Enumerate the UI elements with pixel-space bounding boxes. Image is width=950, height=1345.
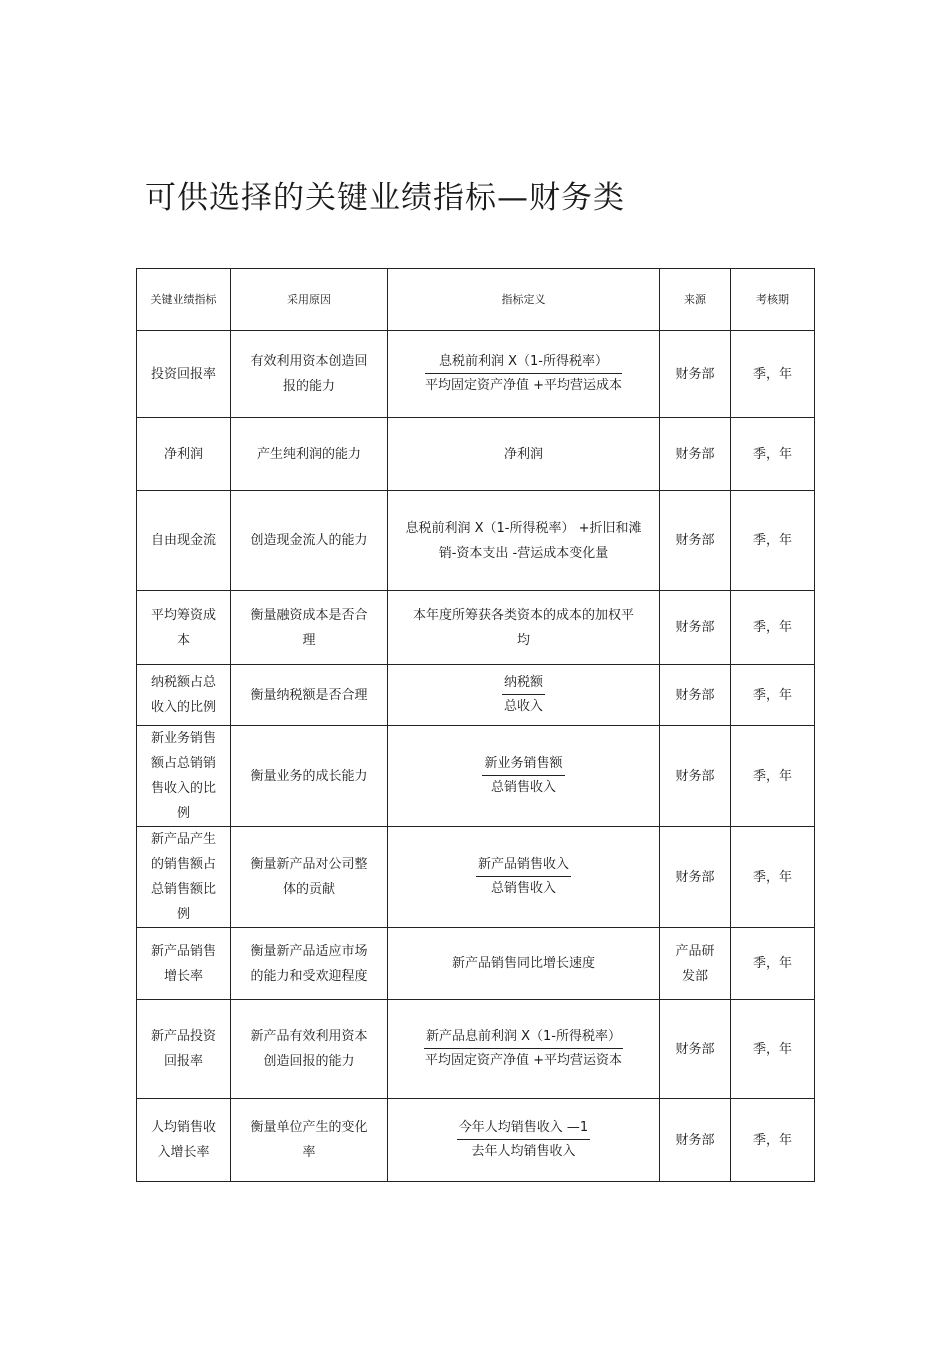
source-cell [660,827,731,928]
kpi-name-cell-line: 新业务销售 [150,731,216,746]
fraction-numerator: 纳税额 [502,672,545,695]
fraction-numerator: 新产品销售收入 [476,854,571,877]
kpi-name-cell-line: 人均销售收 [150,1120,216,1135]
fraction-denominator: 去年人均销售收入 [471,1143,576,1159]
table-row [137,1000,815,1099]
kpi-name-cell-line: 平均筹资成 [150,607,216,623]
kpi-name-cell [137,491,231,591]
fraction [476,854,571,901]
reason-cell-line: 衡量单位产生的变化 [250,1120,368,1135]
fraction-numerator: 今年人均销售收入 —1 [457,1117,590,1140]
table-row [137,591,815,665]
kpi-name-cell-line: 例 [176,806,190,821]
period-cell: 季，年 [731,591,815,665]
table-row [137,418,815,491]
source-cell [660,591,731,665]
reason-cell [231,726,388,827]
fraction-numerator: 新业务销售额 [482,753,564,776]
kpi-name-cell [137,726,231,827]
definition-cell-line: 销-资本支出 -营运成本变化量 [438,545,609,561]
header-kpi: 关键业绩指标 [137,269,231,331]
source-cell [660,1099,731,1182]
reason-cell [231,928,388,1000]
kpi-name-cell-line: 自由现金流 [150,533,216,548]
reason-cell-line: 有效利用资本创造回 [250,354,368,369]
source-cell [660,928,731,1000]
kpi-name-cell-line: 纳税额占总 [150,675,216,690]
source-cell [660,491,731,591]
definition-cell-line: 本年度所筹获各类资本的成本的加权平 [412,607,634,623]
kpi-name-cell-line: 例 [176,907,190,922]
kpi-name-cell [137,418,231,491]
fraction-denominator: 平均固定资产净值 +平均营运资本 [424,1052,622,1068]
source-cell-line: 财务部 [675,1041,715,1057]
header-reason: 采用原因 [231,269,388,331]
source-cell-line: 发部 [681,968,708,984]
definition-cell [388,928,660,1000]
period-cell: 季，年 [731,418,815,491]
fraction [424,1026,623,1073]
source-cell-line: 财务部 [675,1132,715,1148]
period-cell: 季，年 [731,928,815,1000]
fraction-numerator: 新产品息前利润 X（1-所得税率） [424,1026,623,1049]
reason-cell-line: 创造现金流人的能力 [250,533,368,548]
kpi-name-cell [137,591,231,665]
fraction-denominator: 总销售收入 [490,779,556,795]
reason-cell-line: 衡量纳税额是否合理 [250,687,368,703]
source-cell [660,1000,731,1099]
reason-cell [231,491,388,591]
definition-cell [388,1000,660,1099]
fraction [482,753,564,800]
reason-cell-line: 衡量业务的成长能力 [250,768,368,784]
reason-cell [231,591,388,665]
source-cell [660,418,731,491]
fraction [457,1117,590,1164]
reason-cell-line: 新产品有效利用资本 [250,1029,368,1044]
reason-cell [231,1000,388,1099]
kpi-name-cell-line: 额占总销销 [150,756,216,771]
page-title: 可供选择的关键业绩指标—财务类 [145,180,625,216]
kpi-name-cell-line: 收入的比例 [150,700,216,715]
reason-cell [231,1099,388,1182]
definition-cell-line: 均 [516,632,530,648]
source-cell [660,331,731,418]
kpi-table [136,268,815,1182]
source-cell-line: 产品研 [675,943,715,959]
source-cell-line: 财务部 [675,768,715,784]
fraction-denominator: 总收入 [503,698,543,714]
fraction [425,351,622,398]
fraction-denominator: 平均固定资产净值 +平均营运成本 [424,377,623,393]
source-cell-line: 财务部 [675,687,715,703]
definition-cell [388,665,660,726]
kpi-name-cell [137,928,231,1000]
period-cell: 季，年 [731,665,815,726]
kpi-name-cell [137,1099,231,1182]
kpi-name-cell-line: 总销售额比 [150,882,216,897]
kpi-name-cell-line: 增长率 [163,968,203,984]
period-cell: 季，年 [731,1099,815,1182]
source-cell-line: 财务部 [675,869,715,885]
period-cell: 季，年 [731,491,815,591]
reason-cell [231,827,388,928]
definition-cell-line: 新产品销售同比增长速度 [451,956,595,971]
kpi-name-cell-line: 售收入的比 [150,781,216,796]
kpi-name-cell-line: 的销售额占 [150,857,216,872]
definition-cell-line: 净利润 [503,446,543,462]
reason-cell [231,418,388,491]
definition-cell [388,331,660,418]
header-definition: 指标定义 [388,269,660,331]
table-row [137,331,815,418]
definition-cell [388,827,660,928]
table-row [137,827,815,928]
reason-cell-line: 体的贡献 [282,882,335,897]
kpi-name-cell-line: 回报率 [163,1054,203,1069]
definition-cell [388,1099,660,1182]
kpi-name-cell [137,1000,231,1099]
reason-cell-line: 率 [302,1145,316,1160]
reason-cell-line: 衡量融资成本是否合 [250,607,368,623]
header-source: 来源 [660,269,731,331]
table-row [137,726,815,827]
reason-cell [231,331,388,418]
reason-cell [231,665,388,726]
kpi-name-cell-line: 新产品投资 [150,1029,216,1044]
table-row [137,1099,815,1182]
source-cell [660,665,731,726]
period-cell: 季，年 [731,726,815,827]
reason-cell-line: 创造回报的能力 [263,1054,355,1069]
source-cell-line: 财务部 [675,620,715,635]
reason-cell-line: 的能力和受欢迎程度 [250,968,368,984]
definition-cell [388,418,660,491]
period-cell: 季，年 [731,827,815,928]
source-cell-line: 财务部 [675,446,715,462]
period-cell: 季，年 [731,1000,815,1099]
reason-cell-line: 衡量新产品适应市场 [250,943,368,959]
table-row [137,665,815,726]
kpi-name-cell [137,665,231,726]
reason-cell-line: 报的能力 [282,379,335,394]
source-cell-line: 财务部 [675,533,715,548]
table-row [137,928,815,1000]
reason-cell-line: 理 [302,632,316,648]
fraction [502,672,545,719]
period-cell: 季，年 [731,331,815,418]
kpi-name-cell-line: 净利润 [163,446,203,462]
definition-cell [388,491,660,591]
fraction-numerator: 息税前利润 X（1-所得税率） [425,351,622,374]
kpi-name-cell [137,827,231,928]
kpi-name-cell-line: 投资回报率 [150,366,216,382]
reason-cell-line: 产生纯利润的能力 [256,446,361,462]
fraction-denominator: 总销售收入 [490,880,556,896]
header-period: 考核期 [731,269,815,331]
definition-cell [388,726,660,827]
definition-cell [388,591,660,665]
source-cell [660,726,731,827]
table-header-row [137,269,815,331]
kpi-name-cell-line: 新产品销售 [150,943,216,959]
kpi-name-cell [137,331,231,418]
kpi-name-cell-line: 入增长率 [157,1145,210,1160]
table-row [137,491,815,591]
reason-cell-line: 衡量新产品对公司整 [250,857,368,872]
kpi-name-cell-line: 本 [176,632,190,648]
kpi-name-cell-line: 新产品产生 [150,832,216,847]
source-cell-line: 财务部 [675,366,715,382]
definition-cell-line: 息税前利润 X（1-所得税率） +折旧和滩 [405,520,642,536]
